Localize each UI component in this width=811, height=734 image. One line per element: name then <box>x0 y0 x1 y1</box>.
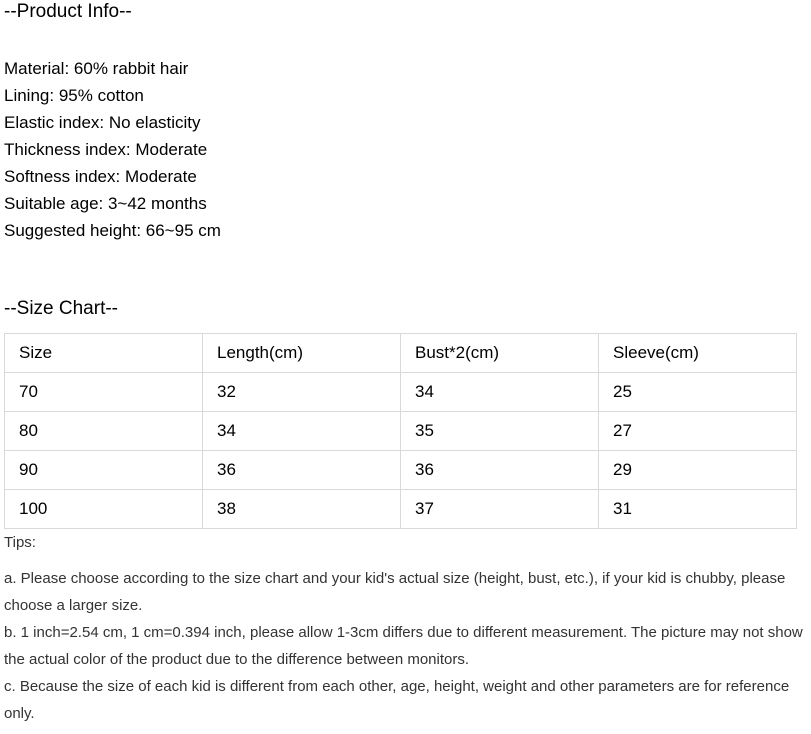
table-header-row <box>5 334 797 373</box>
header-length: Length(cm) <box>203 334 401 373</box>
size-chart-table <box>4 333 797 529</box>
tip-b: b. 1 inch=2.54 cm, 1 cm=0.394 inch, please allow 1-3cm differs due to different measurement. The picture may not show the actual color of the product due to the difference between monitors. <box>4 624 803 668</box>
table-row <box>5 490 797 529</box>
header-size: Size <box>5 334 203 373</box>
size-chart-title: --Size Chart-- <box>4 298 119 319</box>
table-cell: 35 <box>401 412 599 451</box>
table-cell: 34 <box>401 373 599 412</box>
tips-list <box>4 565 804 727</box>
table-cell: 36 <box>203 451 401 490</box>
table-cell: 90 <box>5 451 203 490</box>
table-cell: 100 <box>5 490 203 529</box>
header-sleeve: Sleeve(cm) <box>599 334 797 373</box>
info-suggested-height: Suggested height: 66~95 cm <box>4 221 221 240</box>
table-cell: 25 <box>599 373 797 412</box>
table-cell: 34 <box>203 412 401 451</box>
table-cell: 37 <box>401 490 599 529</box>
table-cell: 38 <box>203 490 401 529</box>
info-softness-index: Softness index: Moderate <box>4 167 197 186</box>
table-row <box>5 373 797 412</box>
info-suitable-age: Suitable age: 3~42 months <box>4 194 207 213</box>
info-elastic-index: Elastic index: No elasticity <box>4 113 201 132</box>
tip-a: a. Please choose according to the size chart and your kid's actual size (height, bust, etc.), if your kid is chubby, please choose a larger size. <box>4 570 786 614</box>
table-row <box>5 412 797 451</box>
table-cell: 31 <box>599 490 797 529</box>
info-thickness-index: Thickness index: Moderate <box>4 140 208 159</box>
table-cell: 32 <box>203 373 401 412</box>
table-cell: 27 <box>599 412 797 451</box>
tips-label: Tips: <box>4 534 36 551</box>
info-lining: Lining: 95% cotton <box>4 86 144 105</box>
table-cell: 80 <box>5 412 203 451</box>
product-info-title: --Product Info-- <box>4 1 132 22</box>
header-bust: Bust*2(cm) <box>401 334 599 373</box>
product-info-list <box>4 55 221 244</box>
table-row <box>5 451 797 490</box>
table-cell: 70 <box>5 373 203 412</box>
info-material: Material: 60% rabbit hair <box>4 59 189 78</box>
table-cell: 29 <box>599 451 797 490</box>
tip-c: c. Because the size of each kid is different from each other, age, height, weight and other parameters are for reference only. <box>4 678 790 722</box>
table-cell: 36 <box>401 451 599 490</box>
